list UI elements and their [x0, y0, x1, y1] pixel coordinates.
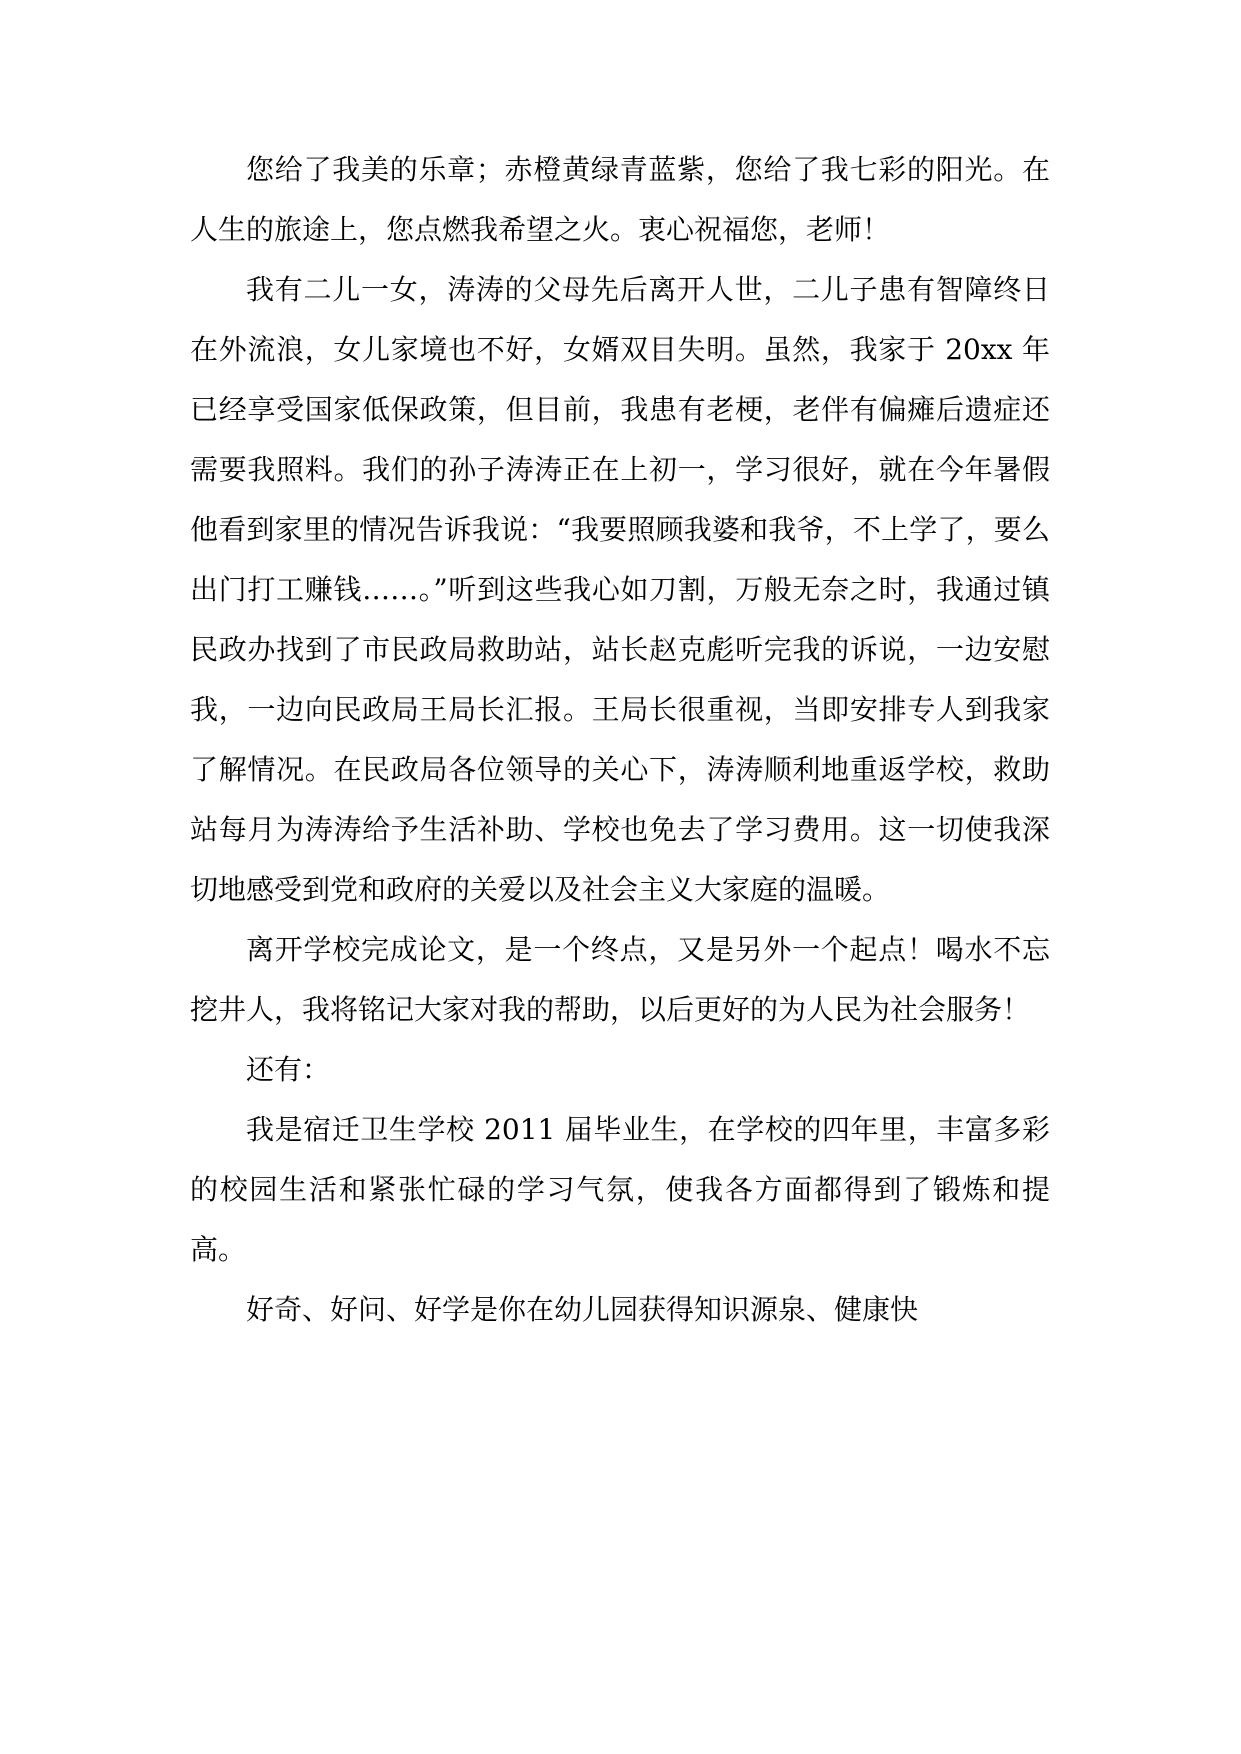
paragraph-graduation-thanks: 离开学校完成论文，是一个终点，又是另外一个起点！喝水不忘挖井人，我将铭记大家对我的帮助，以后更好的为人民为社会服务！: [190, 933, 1050, 1026]
paragraph-family-story: 我有二儿一女，涛涛的父母先后离开人世，二儿子患有智障终日在外流浪，女儿家境也不好，女婿双目失明。虽然，我家于 20xx 年已经享受国家低保政策，但目前，我患有老梗，老伴有偏瘫后遗症还需要我照料。我们的孙子涛涛正在上初一，学习很好，就在今年暑假他看到家里的情况告诉我说：“我要照顾我婆和我爷，不上学了，要么出门打工赚钱……。”听到这些我心如刀割，万般无奈之时，我通过镇民政办找到了市民政局救助站，站长赵克彪听完我的诉说，一边安慰我，一边向民政局王局长汇报。王局长很重视，当即安排专人到我家了解情况。在民政局各位领导的关心下，涛涛顺利地重返学校，救助站每月为涛涛给予生活补助、学校也免去了学习费用。这一切使我深切地感受到党和政府的关爱以及社会主义大家庭的温暖。: [190, 273, 1050, 906]
paragraph-teacher-blessing: 您给了我美的乐章；赤橙黄绿青蓝紫，您给了我七彩的阳光。在人生的旅途上，您点燃我希望之火。衷心祝福您，老师！: [190, 153, 1050, 246]
paragraph-kindergarten: 好奇、好问、好学是你在幼儿园获得知识源泉、健康快: [246, 1293, 919, 1326]
paragraph-graduate-intro: 我是宿迁卫生学校 2011 届毕业生，在学校的四年里，丰富多彩的校园生活和紧张忙碌的学习气氛，使我各方面都得到了锻炼和提高。: [190, 1113, 1050, 1266]
document-page: [190, 140, 1050, 1340]
paragraph-also: 还有：: [246, 1053, 331, 1086]
